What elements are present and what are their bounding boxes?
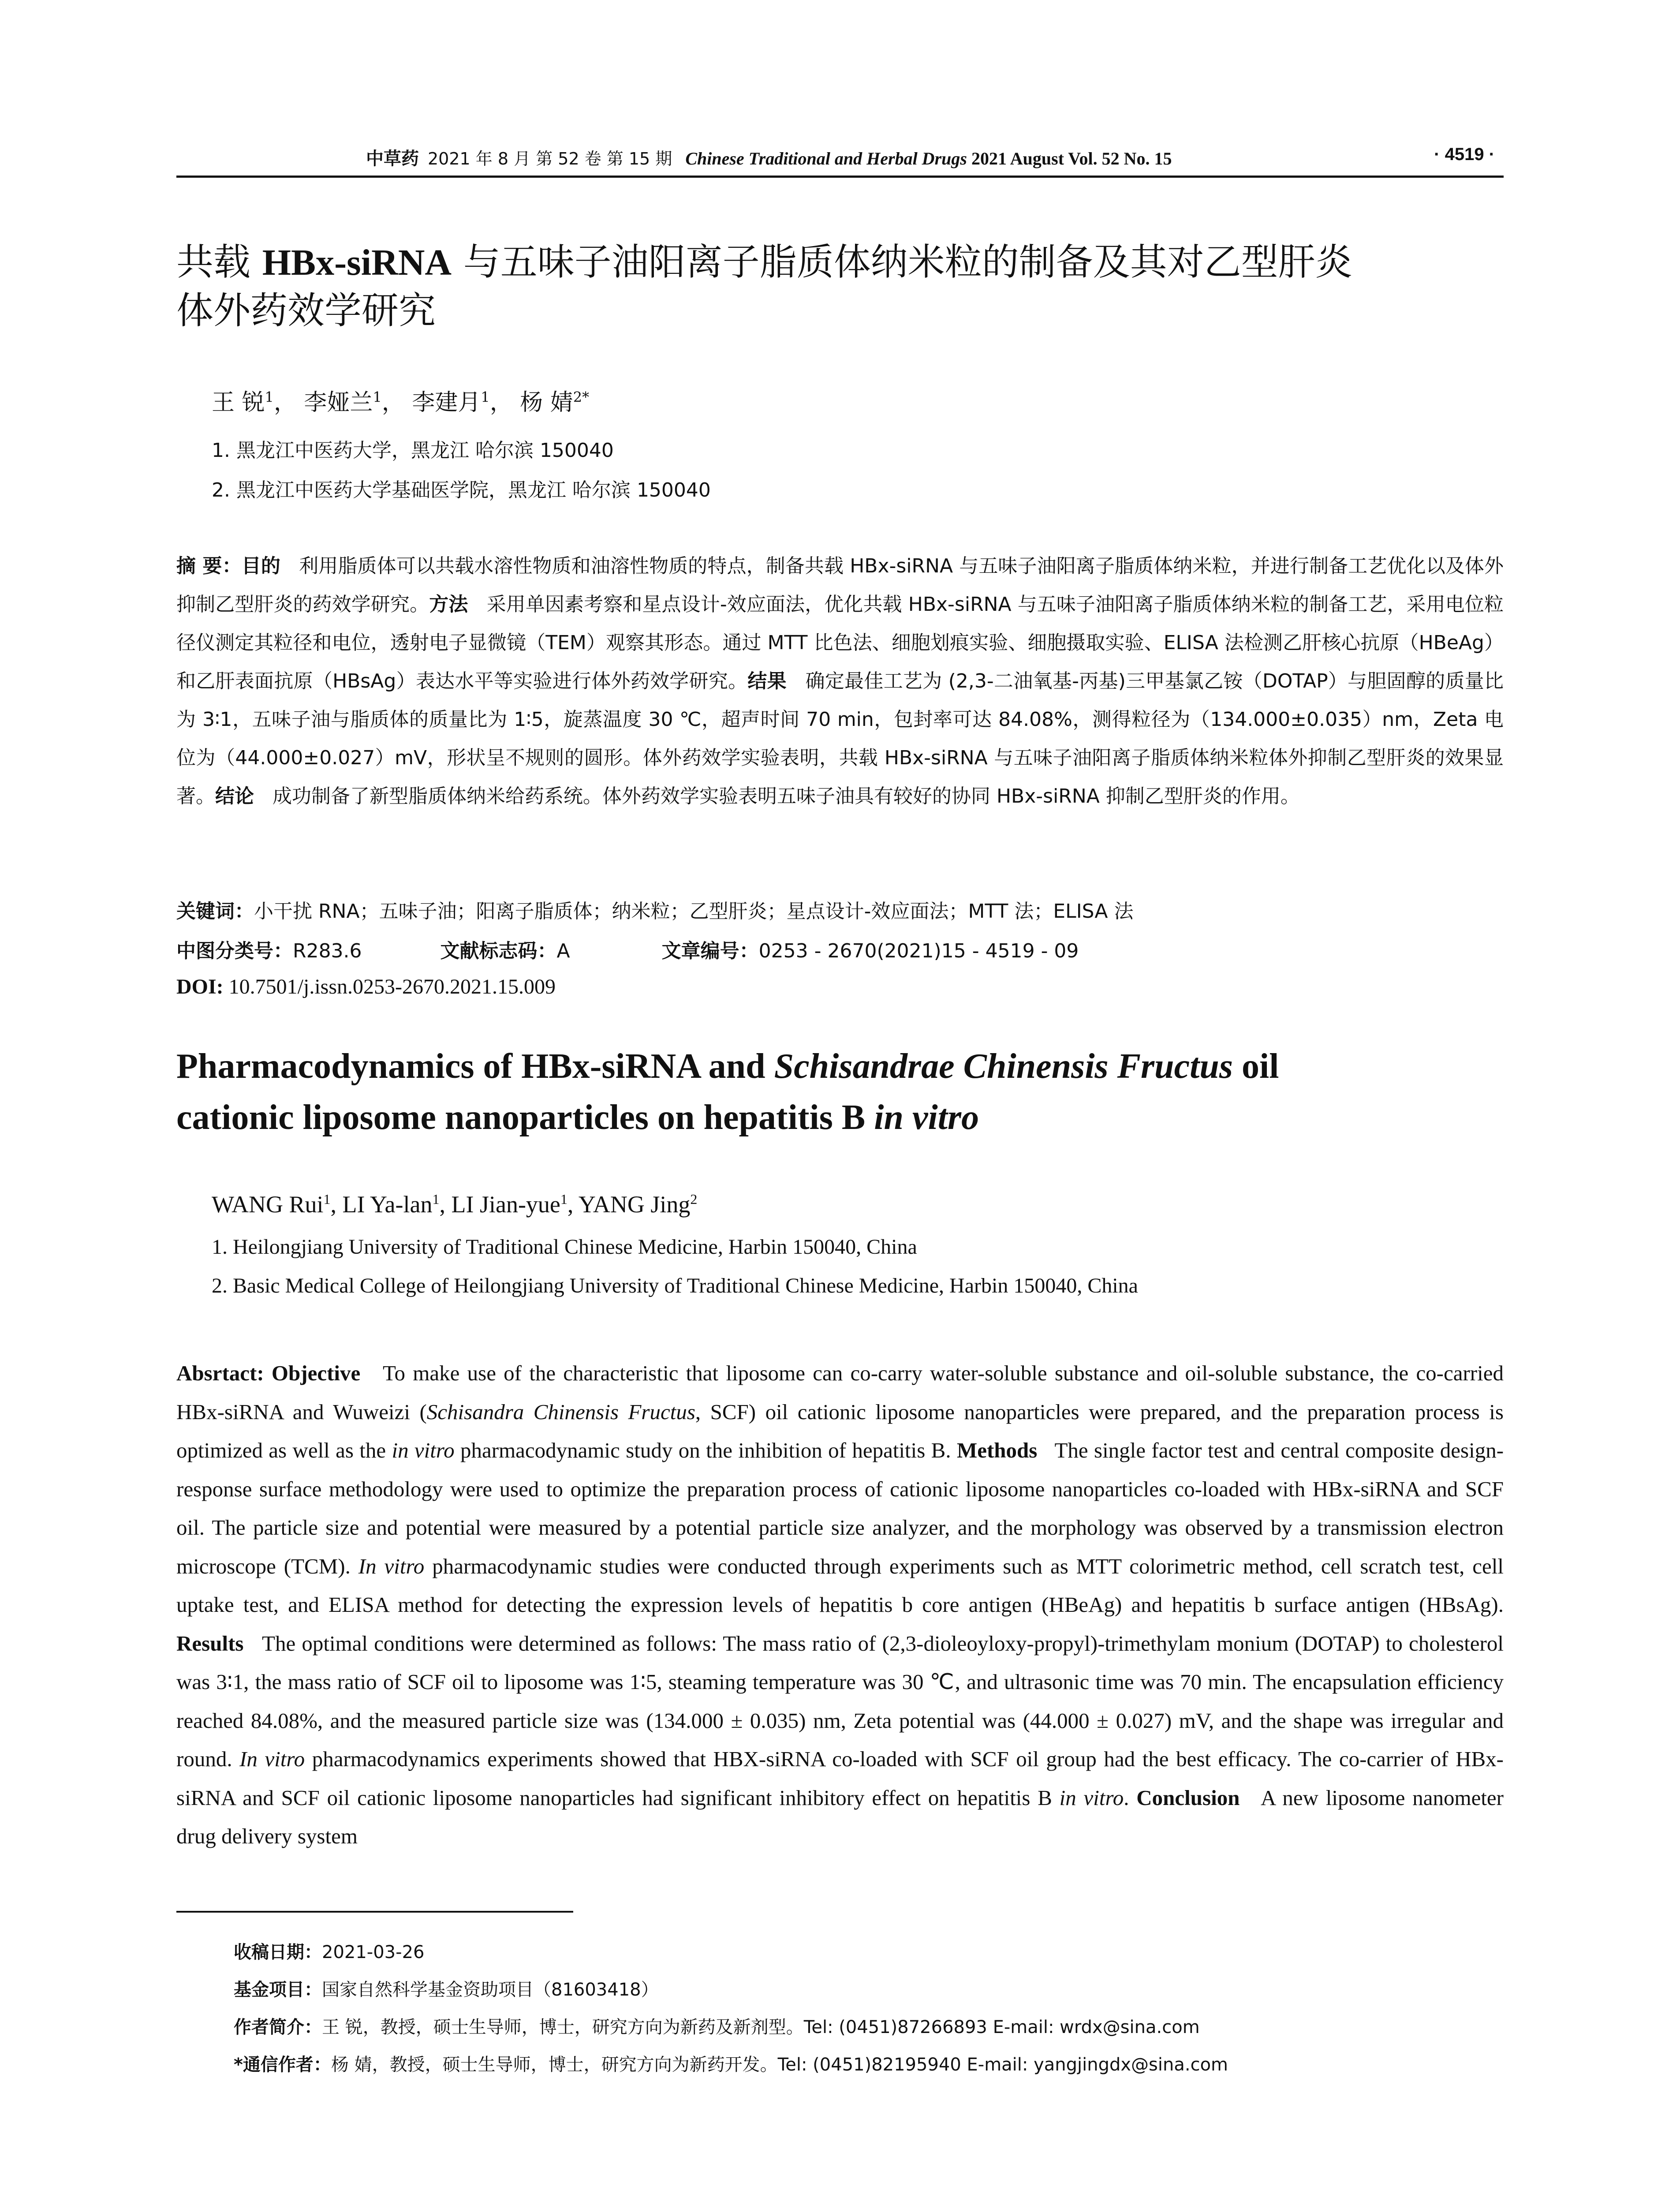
author-bio-value: 王 锐，教授，硕士生导师，博士，研究方向为新药及新剂型。Tel: (0451)87266893 E-mail: wrdx@sina.com <box>322 2017 1200 2037</box>
title-cn-line2: 体外药效学研究 <box>176 289 436 332</box>
author-cn-2-sup: 1 <box>373 389 382 406</box>
header-citation <box>366 145 1172 170</box>
running-header <box>176 140 1504 171</box>
footnote-rule <box>176 1911 573 1913</box>
abstract-cn <box>176 547 1504 815</box>
clc-value: R283.6 <box>293 940 362 962</box>
doc-code-label: 文献标志码： <box>440 940 557 962</box>
objective-en-species: Schisandra Chinensis Fructus <box>426 1399 695 1424</box>
footnote-corresponding <box>234 2051 1228 2076</box>
results-cn-text: 确定最佳工艺为 (2,3-二油氧基-丙基)三甲基氯乙铵（DOTAP）与胆固醇的质量比为 3∶1，五味子油与脂质体的质量比为 1∶5，旋蒸温度 30 ℃，超声时间 70 min，包封率可达 84.08%，测得粒径为（134.000±0.035）nm，Zeta 电位为（44.000±0.027）mV，形状呈不规则的圆形。体外药效学实验表明，共载 HBx-siRNA 与五味子油阳离子脂质体纳米粒体外抑制乙型肝炎的效果显著。 <box>176 670 1504 807</box>
objective-en-3: pharmacodynamic study on the inhibition of hepatitis B. <box>454 1438 951 1462</box>
author-en-2-sup: 1 <box>432 1191 440 1207</box>
objective-en-2: , SCF) oil cationic liposome nanoparticles were prepared, and the preparation process is optimized as well as the <box>176 1399 1504 1462</box>
methods-en-label: Methods <box>956 1438 1038 1462</box>
authors-en: WANG Rui$^1$, LI Ya-lan$^1$, LI Jian-yue$^1$, YANG Jing$^2$ <box>212 1191 698 1218</box>
title-cn-part1: 共载 <box>176 240 251 284</box>
methods-cn-text: 采用单因素考察和星点设计-效应面法，优化共载 HBx-siRNA 与五味子油阳离子脂质体纳米粒的制备工艺，采用电位粒径仪测定其粒径和电位，透射电子显微镜（TEM）观察其形态。通过 MTT 比色法、细胞划痕实验、细胞摄取实验、ELISA 法检测乙肝核心抗原（HBeAg）和乙肝表面抗原（HBsAg）表达水平等实验进行体外药效学研究。 <box>176 593 1504 692</box>
doi-label: DOI: <box>176 975 224 998</box>
author-en-4: YANG Jing <box>578 1191 691 1218</box>
author-en-3: LI Jian-yue <box>451 1191 560 1218</box>
title-en-species: Schisandrae Chinensis Fructus <box>774 1047 1233 1086</box>
received-value: 2021-03-26 <box>322 1942 425 1962</box>
results-en-invitro-2: in vitro <box>1059 1785 1124 1810</box>
issue-date-cn: 2021 年 8 月 第 52 卷 第 15 期 <box>428 149 672 168</box>
title-en-d: cationic liposome nanoparticles on hepatitis B <box>176 1098 874 1137</box>
classification-line <box>176 935 1079 963</box>
journal-name-en: Chinese Traditional and Herbal Drugs <box>685 149 967 168</box>
doi-line <box>176 975 556 999</box>
objective-cn-text: 利用脂质体可以共载水溶性物质和油溶性物质的特点，制备共载 HBx-siRNA 与五味子油阳离子脂质体纳米粒，并进行制备工艺优化以及体外抑制乙型肝炎的药效学研究。 <box>176 555 1504 616</box>
fund-label: 基金项目： <box>234 1980 322 2000</box>
article-no-label: 文章编号： <box>661 940 759 962</box>
author-en-2: LI Ya-lan <box>342 1191 433 1218</box>
title-en <box>176 1041 1504 1143</box>
footnote-author <box>234 2013 1200 2038</box>
objective-en-label: Objective <box>271 1361 361 1385</box>
conclusion-cn-text: 成功制备了新型脂质体纳米给药系统。体外药效学实验表明五味子油具有较好的协同 HBx-siRNA 抑制乙型肝炎的作用。 <box>272 785 1300 807</box>
title-cn-latin: HBx-siRNA <box>262 242 452 283</box>
affiliation-cn-2: 2. 黑龙江中医药大学基础医学院，黑龙江 哈尔滨 150040 <box>212 479 711 501</box>
fund-value: 国家自然科学基金资助项目（81603418） <box>322 1980 659 2000</box>
corresponding-label: *通信作者： <box>234 2055 331 2075</box>
received-label: 收稿日期： <box>234 1942 322 1962</box>
results-en-invitro: In vitro <box>239 1747 305 1771</box>
doc-code-value: A <box>556 940 570 962</box>
journal-name-cn: 中草药 <box>366 149 419 169</box>
header-rule <box>176 176 1504 178</box>
keywords-cn-text: 小干扰 RNA；五味子油；阳离子脂质体；纳米粒；乙型肝炎；星点设计-效应面法；MTT 法；ELISA 法 <box>254 900 1134 923</box>
doi-value[interactable]: 10.7501/j.issn.0253-2670.2021.15.009 <box>228 975 556 998</box>
issue-en: 2021 August Vol. 52 No. 15 <box>971 149 1172 168</box>
abstract-en-label: Absrtact: <box>176 1361 264 1385</box>
author-cn-3: 李建月 <box>412 389 481 416</box>
author-en-4-sup: 2 <box>690 1191 698 1207</box>
results-en-3: . <box>1124 1785 1129 1810</box>
author-en-1: WANG Rui <box>212 1191 324 1218</box>
keywords-cn-label: 关键词： <box>176 900 254 923</box>
results-en-label: Results <box>176 1631 244 1656</box>
authors-cn: 王 锐$^1$， 李娅兰$^1$， 李建月$^1$， 杨 婧$^{2*}$ <box>212 389 590 416</box>
footnote-received <box>234 1938 424 1963</box>
abstract-cn-label: 摘 要： <box>176 555 242 577</box>
methods-en-2: pharmacodynamic studies were conducted through experiments such as MTT colorimetric method, cell scratch test, cell uptake test, and ELISA method for detecting the expression levels of hepatitis b core antigen (HBeAg) and hepatitis b surface antigen (HBsAg). <box>176 1554 1504 1617</box>
clc-label: 中图分类号： <box>176 940 293 962</box>
article-no-value: 0253 - 2670(2021)15 - 4519 - 09 <box>758 940 1079 962</box>
objective-en-1: To make use of the characteristic that liposome can co-carry water-soluble substance and oil-soluble substance, the co-carried HBx-siRNA and Wuweizi ( <box>176 1361 1504 1424</box>
affiliation-en-2: 2. Basic Medical College of Heilongjiang University of Traditional Chinese Medicine, Harbin 150040, China <box>212 1274 1138 1297</box>
results-cn-label: 结果 <box>747 670 787 692</box>
page-number: · 4519 · <box>1434 145 1495 164</box>
abstract-en <box>176 1354 1504 1856</box>
keywords-cn <box>176 895 1134 923</box>
author-en-3-sup: 1 <box>560 1191 567 1207</box>
title-cn-part2: 与五味子油阳离子脂质体纳米粒的制备及其对乙型肝炎 <box>463 240 1352 284</box>
author-cn-4: 杨 婧 <box>520 389 573 416</box>
title-cn <box>176 238 1504 334</box>
title-en-c: oil <box>1233 1047 1279 1086</box>
affiliation-cn-1: 1. 黑龙江中医药大学，黑龙江 哈尔滨 150040 <box>212 439 614 462</box>
author-bio-label: 作者简介： <box>234 2017 322 2037</box>
author-cn-1: 王 锐 <box>212 389 265 416</box>
affiliation-en-1: 1. Heilongjiang University of Traditional Chinese Medicine, Harbin 150040, China <box>212 1235 917 1259</box>
objective-en-invitro: in vitro <box>392 1438 455 1462</box>
author-en-1-sup: 1 <box>323 1191 331 1207</box>
methods-cn-label: 方法 <box>429 593 468 616</box>
objective-cn-label: 目的 <box>241 555 280 577</box>
title-en-invitro: in vitro <box>874 1098 979 1137</box>
methods-en-invitro: In vitro <box>358 1554 425 1578</box>
results-en-2: pharmacodynamics experiments showed that HBX-siRNA co-loaded with SCF oil group had the best efficacy. The co-carrier of HBx-siRNA and SCF oil cationic liposome nanoparticles had significant inhibitory effect on hepatitis B <box>176 1747 1504 1810</box>
footnote-fund <box>234 1976 659 2001</box>
methods-en-1: The single factor test and central composite design-response surface methodology were used to optimize the preparation process of cationic liposome nanoparticles co-loaded with HBx-siRNA and SCF oil. The particle size and potential were measured by a potential particle size analyzer, and the morphology was observed by a transmission electron microscope (TCM). <box>176 1438 1504 1578</box>
conclusion-en-text: A new liposome nanometer drug delivery system <box>176 1785 1504 1848</box>
corresponding-value: 杨 婧，教授，硕士生导师，博士，研究方向为新药开发。Tel: (0451)82195940 E-mail: yangjingdx@sina.com <box>331 2055 1228 2075</box>
author-cn-3-sup: 1 <box>481 389 490 406</box>
author-cn-1-sup: 1 <box>265 389 274 406</box>
conclusion-en-label: Conclusion <box>1136 1785 1240 1810</box>
author-cn-4-sup: 2* <box>573 389 590 406</box>
conclusion-cn-label: 结论 <box>215 785 254 807</box>
results-en-1: The optimal conditions were determined as follows: The mass ratio of (2,3-dioleoyloxy-propyl)-trimethylam monium (DOTAP) to cholesterol was 3∶1, the mass ratio of SCF oil to liposome was 1∶5, steaming temperature was 30 ℃, and ultrasonic time was 70 min. The encapsulation efficiency reached 84.08%, and the measured particle size was (134.000 ± 0.035) nm, Zeta potential was (44.000 ± 0.027) mV, and the shape was irregular and round. <box>176 1631 1504 1771</box>
author-cn-2: 李娅兰 <box>304 389 373 416</box>
title-en-a: Pharmacodynamics of HBx-siRNA and <box>176 1047 774 1086</box>
